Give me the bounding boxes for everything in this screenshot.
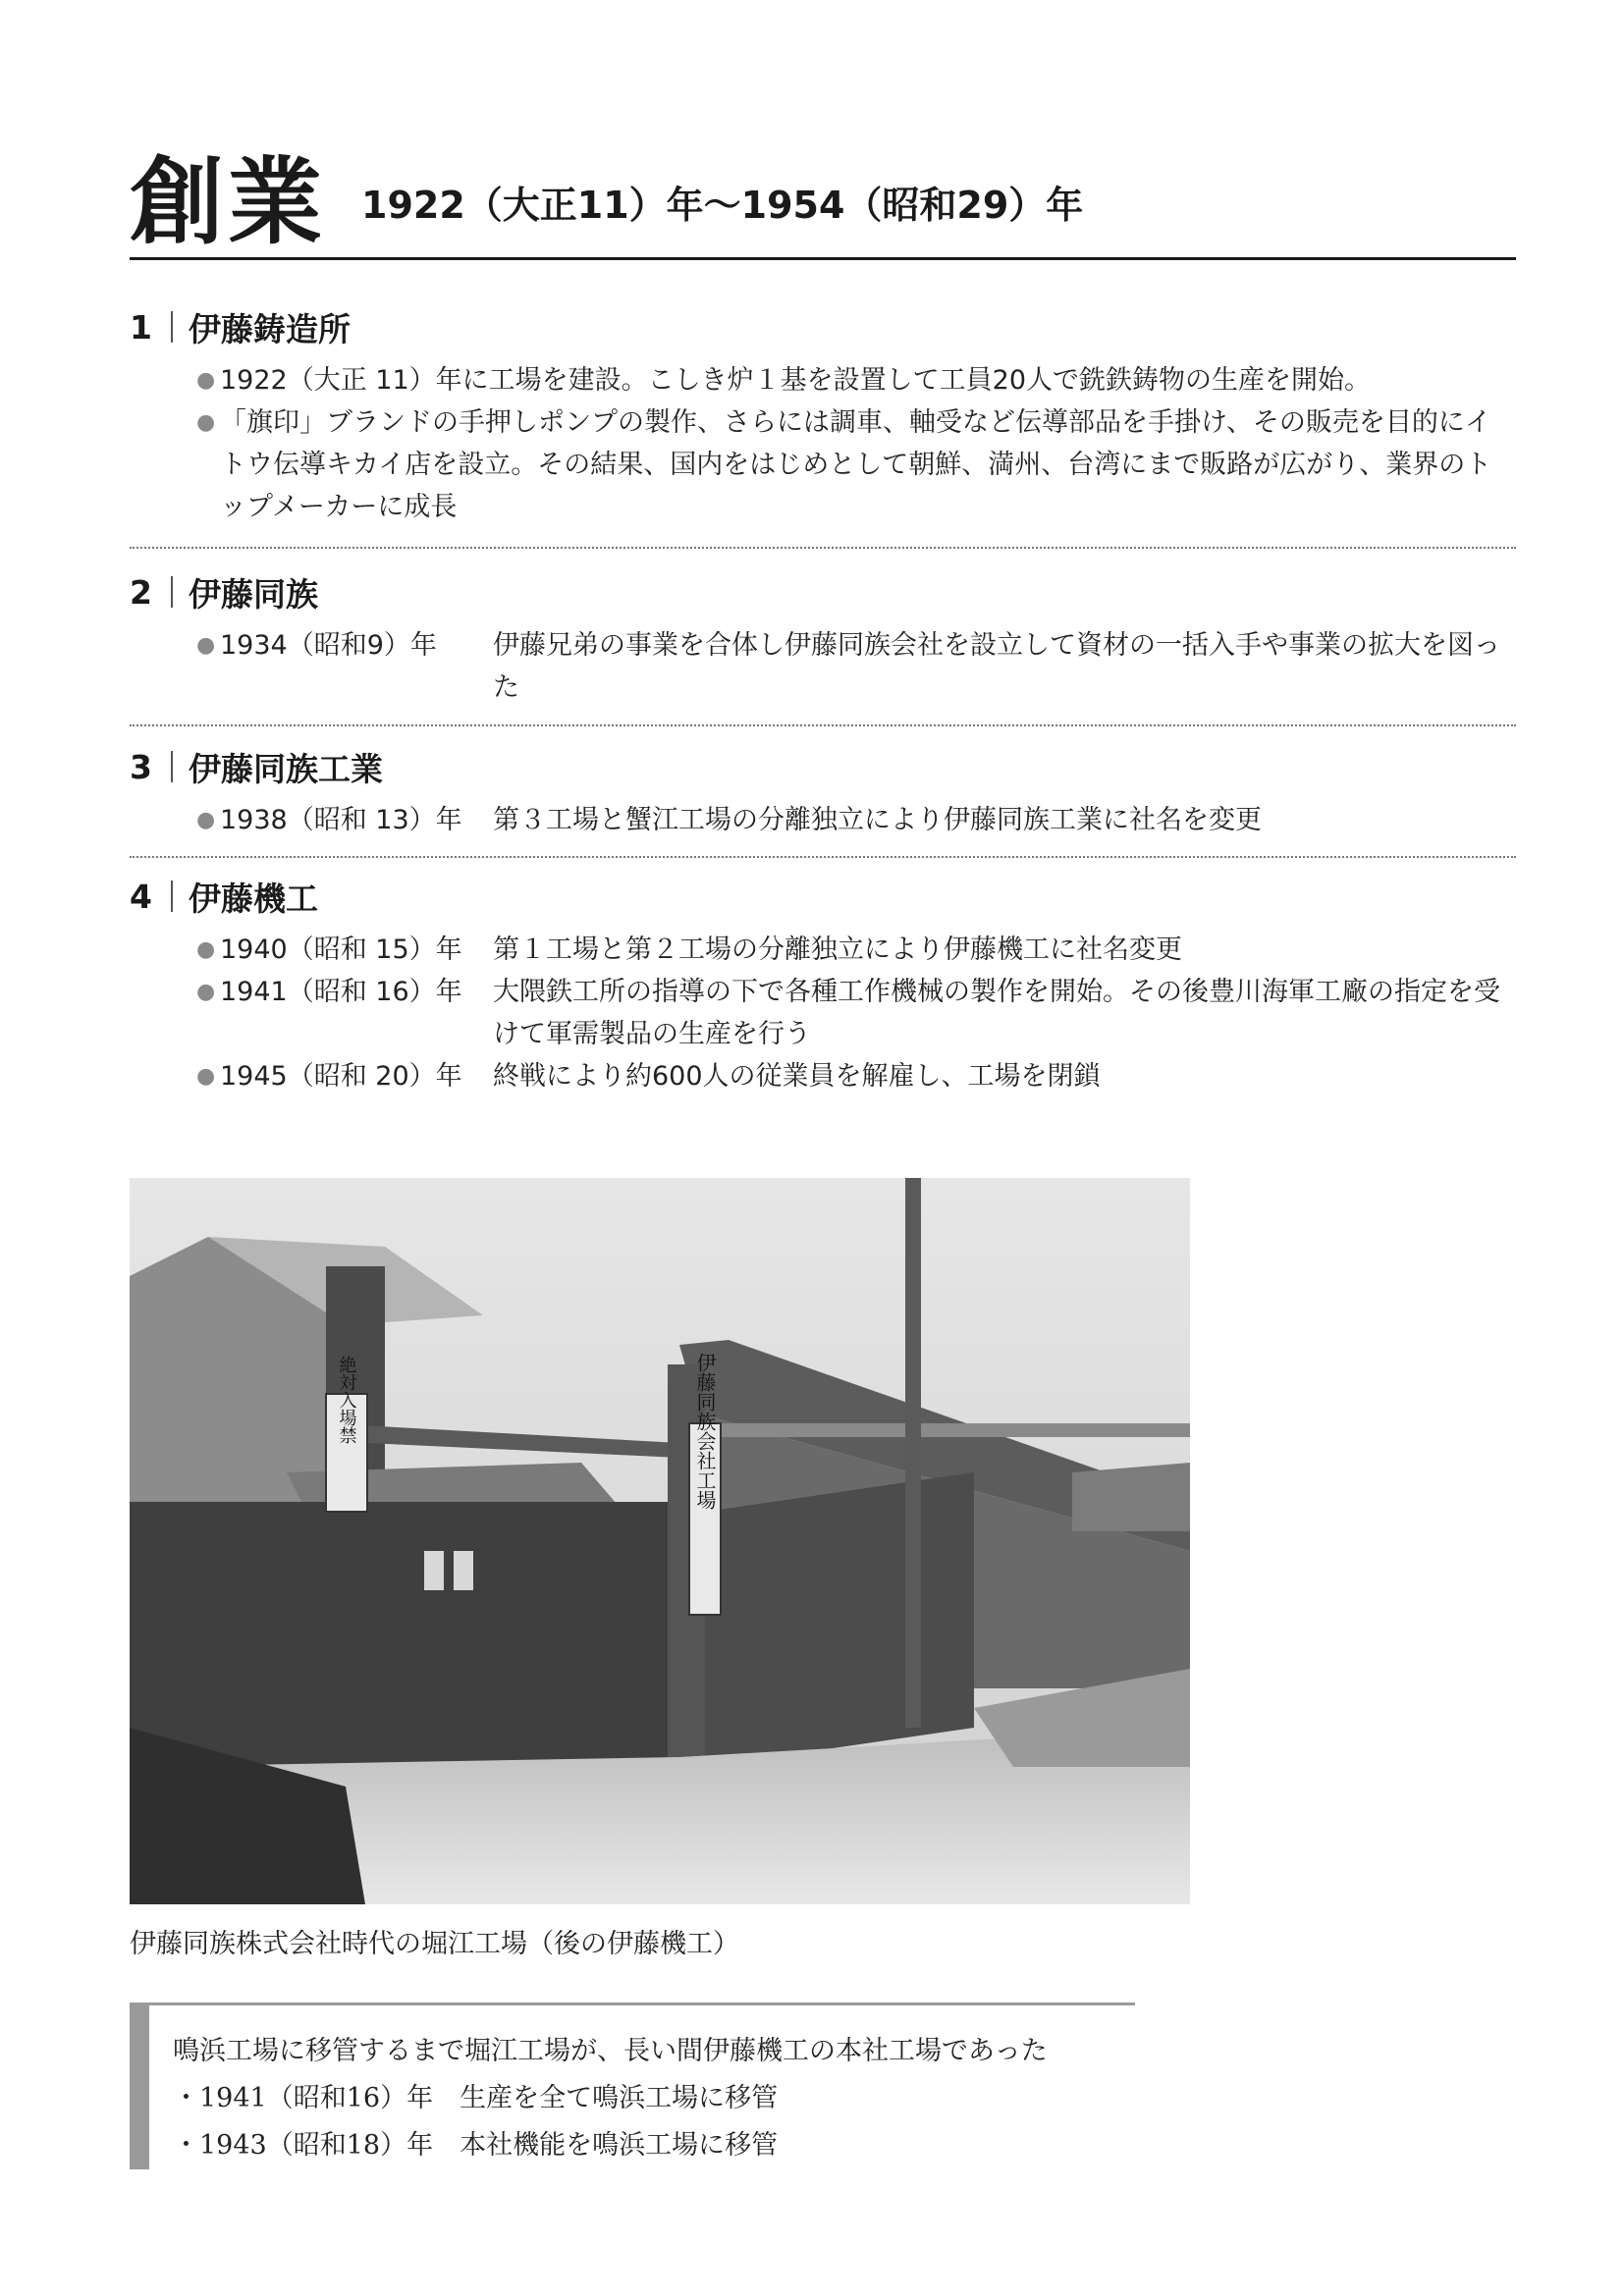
section-heading [130,304,1516,349]
item-date: 1934（昭和9）年 [220,630,437,661]
note-box [130,2002,1135,2169]
item-text: 第１工場と第２工場の分離独立により伊藤機工に社名変更 [493,934,1182,965]
timeline-item [196,971,1516,1055]
list-item [196,401,1516,528]
heading-separator [171,881,173,912]
section-title: 伊藤機工 [189,879,318,918]
bullet-icon: ● [196,808,216,832]
note-side-bar [130,2002,149,2169]
dotted-divider [130,856,1516,858]
timeline-item [196,799,1516,841]
note-line: ・1941（昭和16）年 生産を全て鳴浜工場に移管 [173,2083,779,2113]
item-date: 1945（昭和 20）年 [220,1061,462,1092]
sign-no-entry: 絶対入場禁 [336,1356,357,1444]
item-date: 1940（昭和 15）年 [220,934,462,965]
page-title: 創業 [130,146,326,257]
section-number: 3 [130,747,152,786]
timeline-item [196,1055,1516,1097]
note-line: ・1943（昭和18）年 本社機能を鳴浜工場に移管 [173,2130,779,2161]
item-text: 大隈鉄工所の指導の下で各種工作機械の製作を開始。その後豊川海軍工廠の指定を受けて軍需製品の生産を行う [493,977,1500,1049]
photo-caption: 伊藤同族株式会社時代の堀江工場（後の伊藤機工） [130,1929,739,1959]
heading-separator [171,576,173,608]
sign-factory-name: 伊藤同族会社工場 [693,1353,717,1510]
item-text: 第３工場と蟹江工場の分離独立により伊藤同族工業に社名を変更 [493,805,1262,835]
section-ito-kiko [130,874,1516,1097]
item-text: 終戦により約600人の従業員を解雇し、工場を閉鎖 [493,1061,1101,1092]
note-top-rule [130,2002,1135,2005]
item-date: 1941（昭和 16）年 [220,977,462,1007]
period-subtitle: 1922（大正11）年〜1954（昭和29）年 [361,184,1084,227]
item-date: 1938（昭和 13）年 [220,805,462,835]
bullet-icon: ● [196,368,216,393]
dotted-divider [130,547,1516,549]
item-text: 1922（大正 11）年に工場を建設。こしき炉１基を設置して工員20人で銑鉄鋳物の生産を開始。 [220,365,1372,396]
section-number: 2 [130,572,152,612]
section-ito-family-industry [130,744,1516,841]
bullet-icon: ● [196,633,216,658]
title-block [130,147,1516,257]
bullet-icon: ● [196,937,216,962]
section-title: 伊藤同族工業 [189,749,383,788]
section-number: 1 [130,307,152,347]
heading-separator [171,311,173,343]
heading-separator [171,751,173,782]
note-line: 鳴浜工場に移管するまで堀江工場が、長い間伊藤機工の本社工場であった [173,2036,1048,2066]
section-number: 4 [130,877,152,916]
factory-photo [130,1178,1190,1904]
title-divider [130,257,1516,260]
list-item [196,359,1516,401]
timeline-item [196,929,1516,971]
section-title: 伊藤鋳造所 [189,309,351,348]
item-text: 「旗印」ブランドの手押しポンプの製作、さらには調車、軸受など伝導部品を手掛け、その販売を目的にイトウ伝導キカイ店を設立。その結果、国内をはじめとして朝鮮、満州、台湾にまで販路が広がり、業界のトップメーカーに成長 [220,407,1492,522]
section-title: 伊藤同族 [189,574,318,614]
bullet-icon: ● [196,1064,216,1089]
bullet-icon: ● [196,980,216,1004]
dotted-divider [130,724,1516,726]
item-text: 伊藤兄弟の事業を合体し伊藤同族会社を設立して資材の一括入手や事業の拡大を図った [493,630,1500,703]
section-heading [130,569,1516,614]
section-ito-family [130,569,1516,709]
section-ito-foundry [130,304,1516,528]
bullet-icon: ● [196,410,216,435]
section-heading [130,874,1516,919]
timeline-item [196,624,1516,709]
section-heading [130,744,1516,789]
